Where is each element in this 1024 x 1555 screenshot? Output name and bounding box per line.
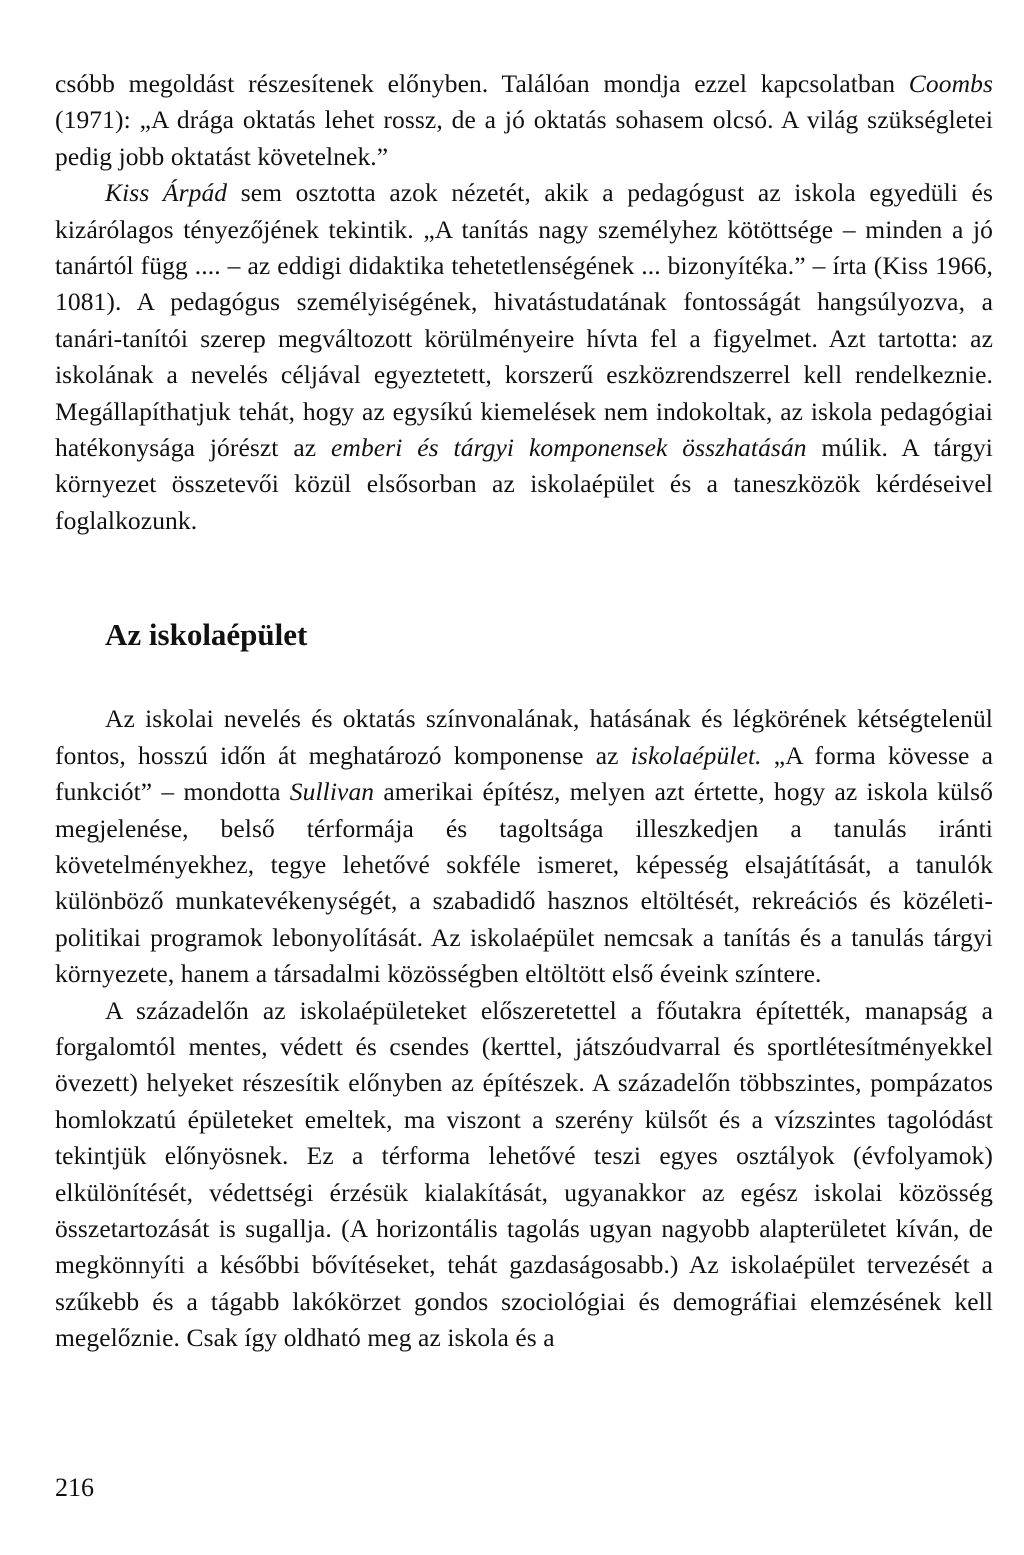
paragraph-coombs — [55, 66, 993, 175]
italic-name-sullivan: Sullivan — [289, 777, 375, 807]
text-run: sem osztotta azok nézetét, akik a pedagógust az iskola egyedüli és kizárólagos tényezőjének tekintik. „A tanítás nagy személyhez kötöttsége – minden a jó tanártól függ .... – az eddigi didaktika tehetetlenségének ... bizonyítéka.” – írta (Kiss 1966, 1081). A pedagógus személyiségének, hivatástudatának fontosságát hangsúlyozva, a tanári-tanítói szerep megváltozott körülményeire hívta fel a figyelmet. Azt tartotta: az iskolának a nevelés céljával egyeztetett, korszerű eszközrendszerrel kell rendelkeznie. Megállapíthatjuk tehát, hogy az egysíkú kiemelések nem indokoltak, az iskola pedagógiai hatékonysága jórészt az — [55, 178, 993, 463]
italic-emphasis: emberi és tárgyi komponensek összhatásán — [331, 433, 807, 463]
text-run: „A forma kövesse a funkciót” – mondotta — [55, 740, 993, 807]
section-heading: Az iskolaépület — [105, 617, 308, 653]
text-run: Az iskolai nevelés és oktatás színvonalának, hatásának és légkörének kétségtelenül fontos, hosszú időn át meghatározó komponense az — [55, 704, 993, 770]
text-run: amerikai építész, melyen azt értette, hogy az iskola külső megjelenése, belső térformája és tagoltsága illeszkedjen a tanulás iránti követelményekhez, tegye lehetővé sokféle ismeret, képesség elsajátítását, a tanulók különböző munkatevékenységét, a szabadidő hasznos eltöltését, rekreációs és közéleti-politikai programok lebonyolítását. Az iskolaépület nemcsak a tanítás és a tanulás tárgyi környezete, hanem a társadalmi közösségben eltöltött első éveink színtere. — [55, 777, 993, 989]
text-run: csóbb megoldást részesítenek előnyben. Találóan mondja ezzel kapcsolatban — [55, 69, 909, 98]
page-number: 216 — [55, 1473, 94, 1502]
paragraph-century-buildings — [55, 993, 993, 1357]
page-body — [55, 66, 993, 1357]
italic-name-coombs: Coombs — [908, 69, 993, 98]
italic-term-iskolaepulet: iskolaépület. — [630, 740, 762, 770]
text-run: A századelőn az iskolaépületeket előszeretettel a főutakra építették, manapság a forgalomtól mentes, védett és csendes (kerttel, játszóudvarral és sportlétesítményekkel övezett) helyeket részesítik előnyben az építészek. A századelőn többszintes, pompázatos homlokzatú épületeket emeltek, ma viszont a szerény külsőt és a vízszintes tagolódást tekintjük előnyösnek. Ez a térforma lehetővé teszi egyes osztályok (évfolyamok) elkülönítését, védettségi érzésük kialakítását, ugyanakkor az egész iskolai közösség összetartozását is sugallja. (A horizontális tagolás ugyan nagyobb alapterületet kíván, de megkönnyíti a későbbi bővítéseket, tehát gazdaságosabb.) Az iskolaépület tervezését a szűkebb és a tágabb lakókörzet gondos szociológiai és demográfiai elemzésének kell megelőznie. Csak így oldható meg az iskola és a — [55, 995, 993, 1353]
paragraph-kiss-arpad — [55, 175, 993, 539]
paragraph-school-building — [55, 701, 993, 992]
text-run: múlik. A tárgyi környezet összetevői közül elsősorban az iskolaépület és a taneszközök kérdéseivel foglalkozunk. — [55, 433, 993, 535]
text-run: (1971): „A drága oktatás lehet rossz, de a jó oktatás sohasem olcsó. A világ szükségletei pedig jobb oktatást követelnek.” — [55, 105, 993, 171]
italic-name-kiss-arpad: Kiss Árpád — [105, 178, 228, 208]
